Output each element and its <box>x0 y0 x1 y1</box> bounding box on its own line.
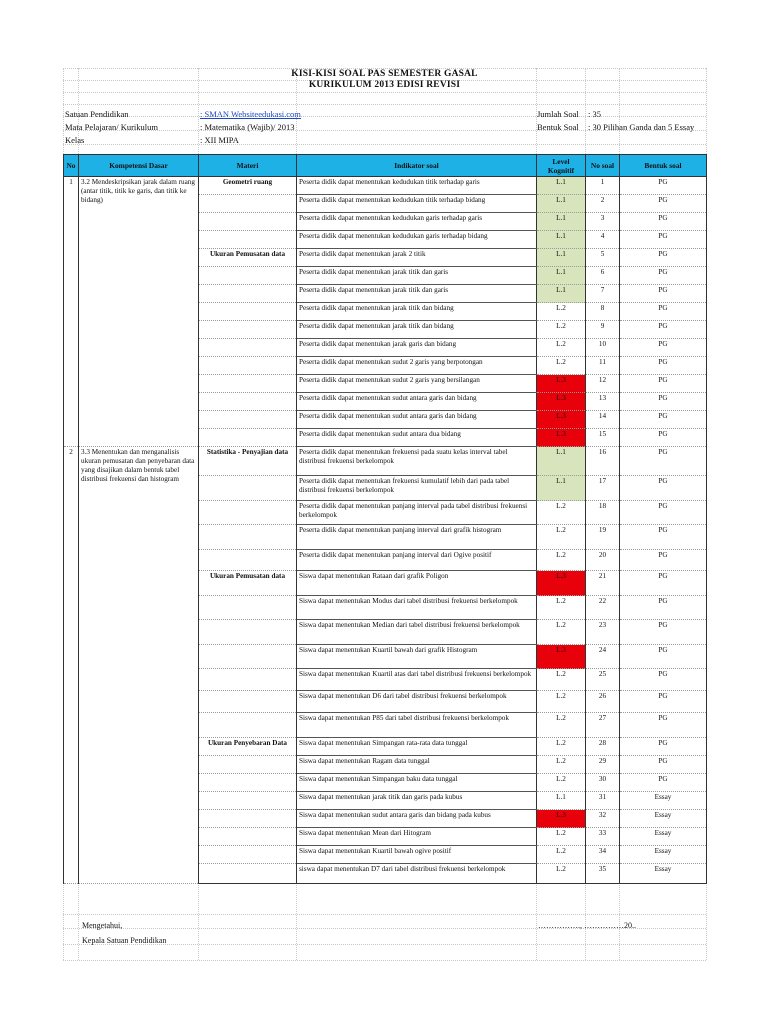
indikator-cell: Siswa dapat menentukan P85 dari tabel distribusi frekuensi berkelompok <box>297 713 537 738</box>
no-soal-cell: 11 <box>586 357 620 375</box>
bentuk-soal-cell: PG <box>620 691 707 713</box>
no-soal-cell: 30 <box>586 774 620 792</box>
no-soal-cell: 7 <box>586 285 620 303</box>
materi-cell <box>199 620 297 645</box>
level-cell: L.1 <box>537 267 586 285</box>
indikator-cell: Siswa dapat menentukan Kuartil bawah ogive positif <box>297 846 537 864</box>
no-soal-cell: 10 <box>586 339 620 357</box>
no-soal-cell: 29 <box>586 756 620 774</box>
no-soal-cell: 4 <box>586 231 620 249</box>
indikator-cell: Peserta didik dapat menentukan jarak garis dan bidang <box>297 339 537 357</box>
level-cell: L.2 <box>537 303 586 321</box>
no-soal-cell: 35 <box>586 864 620 884</box>
materi-cell <box>199 774 297 792</box>
level-cell: L.3 <box>537 645 586 669</box>
indikator-cell: siswa dapat menentukan D7 dari tabel distribusi frekuensi berkelompok <box>297 864 537 884</box>
no-soal-cell: 12 <box>586 375 620 393</box>
no-soal-cell: 25 <box>586 669 620 691</box>
col-header-materi: Materi <box>199 155 297 177</box>
bentuk-soal-cell: PG <box>620 339 707 357</box>
indikator-cell: Peserta didik dapat menentukan sudut 2 garis yang bersilangan <box>297 375 537 393</box>
col-header-level: Level Kognitif <box>537 155 586 177</box>
materi-cell <box>199 195 297 213</box>
place-date-text: ……………., ……………20.. <box>538 921 636 930</box>
materi-cell <box>199 321 297 339</box>
indikator-cell: Peserta didik dapat menentukan panjang interval pada tabel distribusi frekuensi berkelompok <box>297 501 537 525</box>
materi-cell <box>199 550 297 571</box>
bentuk-soal-cell: PG <box>620 213 707 231</box>
indikator-cell: Peserta didik dapat menentukan frekuensi pada suatu kelas interval tabel distribusi frekuensi berkelompok <box>297 447 537 476</box>
level-cell: L.1 <box>537 792 586 810</box>
bentuk-soal-cell: PG <box>620 501 707 525</box>
indikator-cell: Peserta didik dapat menentukan kedudukan titik terhadap bidang <box>297 195 537 213</box>
indikator-cell: Siswa dapat menentukan Ragam data tunggal <box>297 756 537 774</box>
kd-text-cell: 3.3 Menentukan dan menganalisis ukuran pemusatan dan penyebaran data yang disajikan dalam bentuk tabel distribusi frekuensi dan histogram <box>79 447 199 884</box>
bentuk-soal-cell: Essay <box>620 828 707 846</box>
bentuk-soal-cell: PG <box>620 669 707 691</box>
materi-cell <box>199 669 297 691</box>
indikator-cell: Peserta didik dapat menentukan kedudukan garis terhadap bidang <box>297 231 537 249</box>
materi-cell <box>199 645 297 669</box>
bentuk-soal-cell: PG <box>620 195 707 213</box>
bentuk-soal-cell: PG <box>620 411 707 429</box>
level-cell: L.2 <box>537 756 586 774</box>
level-cell: L.2 <box>537 501 586 525</box>
no-soal-cell: 27 <box>586 713 620 738</box>
bentuk-soal-cell: PG <box>620 357 707 375</box>
indikator-cell: Peserta didik dapat menentukan panjang interval dari Ogive positif <box>297 550 537 571</box>
bentuk-soal-cell: PG <box>620 756 707 774</box>
bentuk-soal-cell: PG <box>620 620 707 645</box>
bentuk-soal-cell: PG <box>620 249 707 267</box>
level-cell: L.2 <box>537 357 586 375</box>
materi-cell <box>199 231 297 249</box>
indikator-cell: Peserta didik dapat menentukan jarak titik dan bidang <box>297 303 537 321</box>
level-cell: L.3 <box>537 571 586 596</box>
indikator-cell: Peserta didik dapat menentukan sudut antara dua bidang <box>297 429 537 447</box>
kelas-label: Kelas <box>65 135 85 145</box>
bentuk-soal-cell: PG <box>620 774 707 792</box>
mapel-value: : Matematika (Wajib)/ 2013 <box>200 122 295 132</box>
materi-cell: Ukuran Pemusatan data <box>199 249 297 267</box>
indikator-cell: Peserta didik dapat menentukan jarak 2 titik <box>297 249 537 267</box>
bentuk-label: Bentuk Soal <box>537 122 579 132</box>
document-subtitle: KURIKULUM 2013 EDISI REVISI <box>308 80 461 90</box>
bentuk-soal-cell: PG <box>620 321 707 339</box>
satuan-link[interactable]: : SMAN Websiteedukasi.com <box>200 109 301 119</box>
document-title: KISI-KISI SOAL PAS SEMESTER GASAL <box>291 69 478 79</box>
mengetahui-text: Mengetahui, <box>82 921 123 930</box>
no-soal-cell: 1 <box>586 177 620 195</box>
bentuk-soal-cell: PG <box>620 303 707 321</box>
materi-cell <box>199 429 297 447</box>
indikator-cell: Peserta didik dapat menentukan kedudukan garis terhadap garis <box>297 213 537 231</box>
no-soal-cell: 3 <box>586 213 620 231</box>
table-row <box>64 447 707 476</box>
kd-no-cell: 1 <box>64 177 79 447</box>
level-cell: L.2 <box>537 525 586 550</box>
bentuk-soal-cell: PG <box>620 177 707 195</box>
materi-cell <box>199 303 297 321</box>
kd-no-cell: 2 <box>64 447 79 884</box>
level-cell: L.2 <box>537 846 586 864</box>
bentuk-soal-cell: Essay <box>620 810 707 828</box>
materi-cell: Ukuran Penyebaran Data <box>199 738 297 756</box>
bentuk-soal-cell: PG <box>620 476 707 501</box>
no-soal-cell: 22 <box>586 596 620 620</box>
no-soal-cell: 21 <box>586 571 620 596</box>
level-cell: L.2 <box>537 828 586 846</box>
indikator-cell: Peserta didik dapat menentukan frekuensi kumulatif lebih dari pada tabel distribusi frekuensi berkelompok <box>297 476 537 501</box>
indikator-cell: Peserta didik dapat menentukan jarak titik dan garis <box>297 267 537 285</box>
indikator-cell: Siswa dapat menentukan Mean dari Hitogram <box>297 828 537 846</box>
indikator-cell: Siswa dapat menentukan Kuartil bawah dari grafik Histogram <box>297 645 537 669</box>
level-cell: L.1 <box>537 249 586 267</box>
materi-cell: Geometri ruang <box>199 177 297 195</box>
bentuk-soal-cell: PG <box>620 550 707 571</box>
materi-cell <box>199 267 297 285</box>
materi-cell <box>199 596 297 620</box>
level-cell: L.1 <box>537 213 586 231</box>
materi-cell: Ukuran Pemusatan data <box>199 571 297 596</box>
indikator-cell: Peserta didik dapat menentukan jarak titik dan garis <box>297 285 537 303</box>
level-cell: L.2 <box>537 774 586 792</box>
indikator-cell: Siswa dapat menentukan Median dari tabel distribusi frekuensi berkelompok <box>297 620 537 645</box>
table-header-row <box>64 155 707 177</box>
indikator-cell: Siswa dapat menentukan Modus dari tabel distribusi frekuensi berkelompok <box>297 596 537 620</box>
bentuk-soal-cell: PG <box>620 267 707 285</box>
level-cell: L.2 <box>537 864 586 884</box>
no-soal-cell: 31 <box>586 792 620 810</box>
materi-cell <box>199 285 297 303</box>
table-row <box>64 177 707 195</box>
level-cell: L.2 <box>537 596 586 620</box>
no-soal-cell: 23 <box>586 620 620 645</box>
level-cell: L.1 <box>537 285 586 303</box>
no-soal-cell: 18 <box>586 501 620 525</box>
materi-cell: Statistika - Penyajian data <box>199 447 297 476</box>
materi-cell <box>199 357 297 375</box>
indikator-cell: Siswa dapat menentukan D6 dari tabel distribusi frekuensi berkelompok <box>297 691 537 713</box>
bentuk-soal-cell: Essay <box>620 846 707 864</box>
col-header-bentuk: Bentuk soal <box>620 155 707 177</box>
indikator-cell: Siswa dapat menentukan Rataan dari grafik Poligon <box>297 571 537 596</box>
indikator-cell: Siswa dapat menentukan Simpangan baku data tunggal <box>297 774 537 792</box>
bentuk-soal-cell: PG <box>620 713 707 738</box>
level-cell: L.3 <box>537 393 586 411</box>
materi-cell <box>199 756 297 774</box>
no-soal-cell: 32 <box>586 810 620 828</box>
kepala-text: Kepala Satuan Pendidikan <box>82 936 167 945</box>
kd-text-cell: 3.2 Mendeskripsikan jarak dalam ruang (antar titik, titik ke garis, dan titik ke bidang) <box>79 177 199 447</box>
indikator-cell: Siswa dapat menentukan sudut antara garis dan bidang pada kubus <box>297 810 537 828</box>
no-soal-cell: 5 <box>586 249 620 267</box>
level-cell: L.2 <box>537 321 586 339</box>
materi-cell <box>199 501 297 525</box>
indikator-cell: Peserta didik dapat menentukan kedudukan titik terhadap garis <box>297 177 537 195</box>
no-soal-cell: 9 <box>586 321 620 339</box>
bentuk-soal-cell: PG <box>620 393 707 411</box>
materi-cell <box>199 213 297 231</box>
satuan-label: Satuan Pendidikan <box>65 109 129 119</box>
indikator-cell: Siswa dapat menentukan Kuartil atas dari tabel distribusi frekuensi berkelompok <box>297 669 537 691</box>
no-soal-cell: 14 <box>586 411 620 429</box>
materi-cell <box>199 339 297 357</box>
materi-cell <box>199 411 297 429</box>
level-cell: L.3 <box>537 411 586 429</box>
bentuk-value: : 30 Pilihan Ganda dan 5 Essay <box>588 122 695 132</box>
col-header-kompetensi: Kompetensi Dasar <box>79 155 199 177</box>
col-header-indikator: Indikator soal <box>297 155 537 177</box>
indikator-cell: Peserta didik dapat menentukan sudut 2 garis yang berpotongan <box>297 357 537 375</box>
indikator-cell: Peserta didik dapat menentukan sudut antara garis dan bidang <box>297 411 537 429</box>
level-cell: L.1 <box>537 195 586 213</box>
level-cell: L.2 <box>537 713 586 738</box>
materi-cell <box>199 810 297 828</box>
no-soal-cell: 6 <box>586 267 620 285</box>
level-cell: L.1 <box>537 476 586 501</box>
col-header-no: No <box>64 155 79 177</box>
materi-cell <box>199 846 297 864</box>
level-cell: L.2 <box>537 620 586 645</box>
no-soal-cell: 17 <box>586 476 620 501</box>
no-soal-cell: 34 <box>586 846 620 864</box>
bentuk-soal-cell: PG <box>620 738 707 756</box>
level-cell: L.2 <box>537 339 586 357</box>
level-cell: L.2 <box>537 691 586 713</box>
materi-cell <box>199 375 297 393</box>
col-header-no-soal: No soal <box>586 155 620 177</box>
no-soal-cell: 2 <box>586 195 620 213</box>
level-cell: L.3 <box>537 810 586 828</box>
materi-cell <box>199 691 297 713</box>
bentuk-soal-cell: PG <box>620 447 707 476</box>
no-soal-cell: 24 <box>586 645 620 669</box>
level-cell: L.1 <box>537 231 586 249</box>
jumlah-value: : 35 <box>588 109 601 119</box>
jumlah-label: Jumlah Soal <box>537 109 579 119</box>
indikator-cell: Peserta didik dapat menentukan panjang interval dari grafik histogram <box>297 525 537 550</box>
level-cell: L.1 <box>537 447 586 476</box>
no-soal-cell: 20 <box>586 550 620 571</box>
no-soal-cell: 8 <box>586 303 620 321</box>
materi-cell <box>199 713 297 738</box>
bentuk-soal-cell: Essay <box>620 864 707 884</box>
bentuk-soal-cell: PG <box>620 231 707 249</box>
level-cell: L.2 <box>537 550 586 571</box>
kelas-value: : XII MIPA <box>200 135 239 145</box>
materi-cell <box>199 393 297 411</box>
materi-cell <box>199 792 297 810</box>
bentuk-soal-cell: PG <box>620 645 707 669</box>
indikator-cell: Siswa dapat menentukan Simpangan rata-rata data tunggal <box>297 738 537 756</box>
no-soal-cell: 16 <box>586 447 620 476</box>
bentuk-soal-cell: PG <box>620 596 707 620</box>
no-soal-cell: 33 <box>586 828 620 846</box>
materi-cell <box>199 864 297 884</box>
no-soal-cell: 26 <box>586 691 620 713</box>
bentuk-soal-cell: Essay <box>620 792 707 810</box>
no-soal-cell: 28 <box>586 738 620 756</box>
bentuk-soal-cell: PG <box>620 285 707 303</box>
mapel-label: Mata Pelajaran/ Kurikulum <box>65 122 159 132</box>
materi-cell <box>199 476 297 501</box>
indikator-cell: Siswa dapat menentukan jarak titik dan garis pada kubus <box>297 792 537 810</box>
level-cell: L.3 <box>537 429 586 447</box>
bentuk-soal-cell: PG <box>620 571 707 596</box>
bentuk-soal-cell: PG <box>620 429 707 447</box>
bentuk-soal-cell: PG <box>620 525 707 550</box>
no-soal-cell: 19 <box>586 525 620 550</box>
no-soal-cell: 15 <box>586 429 620 447</box>
indikator-cell: Peserta didik dapat menentukan sudut antara garis dan bidang <box>297 393 537 411</box>
level-cell: L.1 <box>537 177 586 195</box>
bentuk-soal-cell: PG <box>620 375 707 393</box>
level-cell: L.2 <box>537 669 586 691</box>
kisi-kisi-table <box>63 154 707 884</box>
materi-cell <box>199 525 297 550</box>
materi-cell <box>199 828 297 846</box>
level-cell: L.2 <box>537 738 586 756</box>
no-soal-cell: 13 <box>586 393 620 411</box>
level-cell: L.3 <box>537 375 586 393</box>
indikator-cell: Peserta didik dapat menentukan jarak titik dan bidang <box>297 321 537 339</box>
